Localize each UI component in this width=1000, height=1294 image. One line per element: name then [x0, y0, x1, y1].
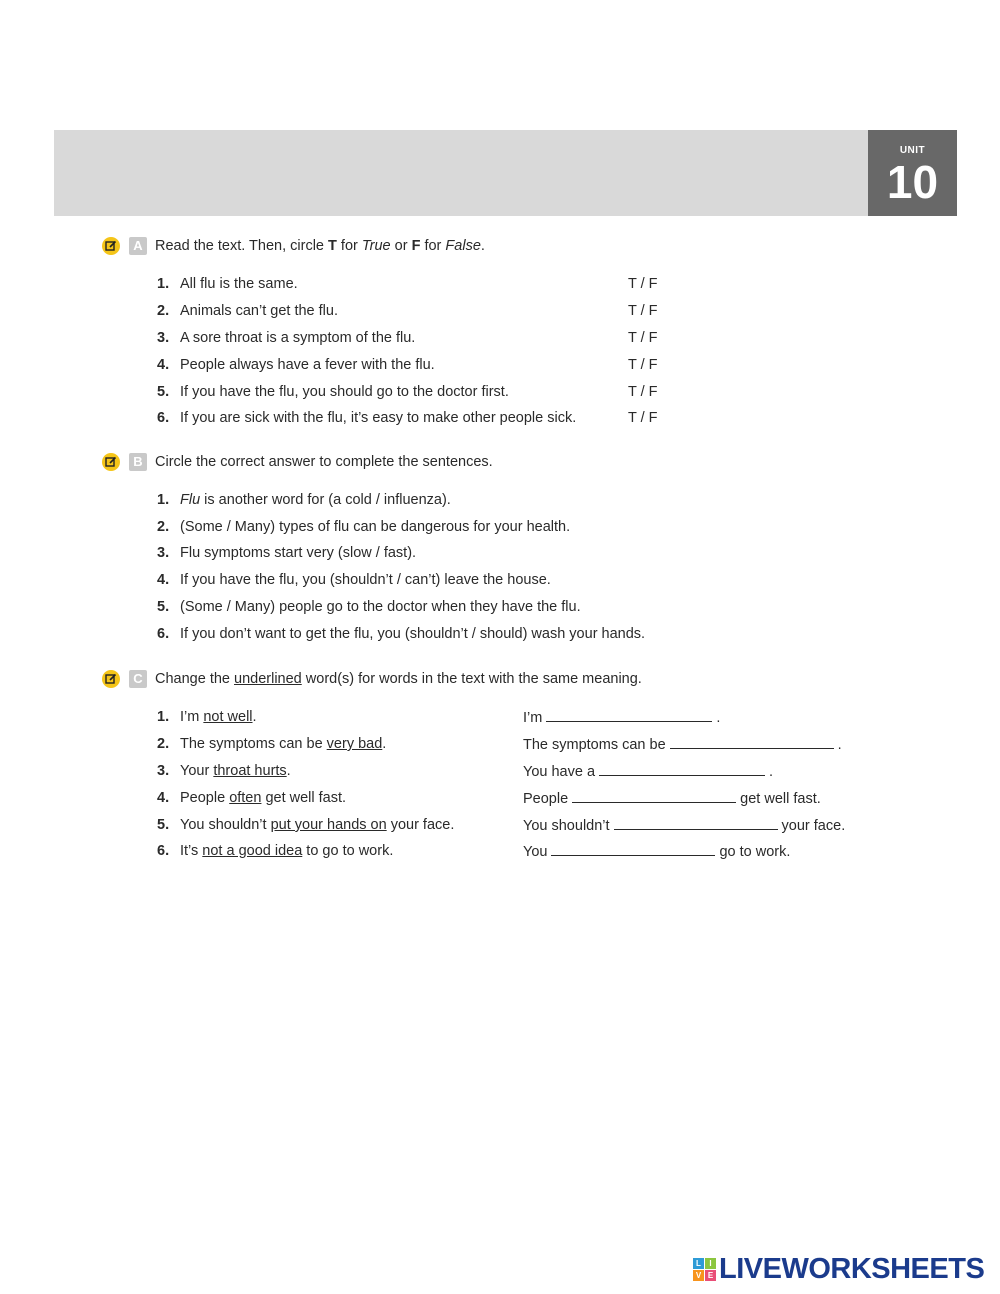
true-false-choice[interactable]: T / F — [628, 410, 658, 426]
section-a-item: 5. If you have the flu, you should go to the doctor first. — [157, 384, 509, 400]
edit-icon — [102, 237, 120, 255]
section-b-item[interactable]: 6. If you don’t want to get the flu, you (shouldn’t / should) wash your hands. — [157, 626, 646, 642]
true-false-choice[interactable]: T / F — [628, 384, 658, 400]
liveworksheets-logo — [693, 1254, 984, 1284]
unit-number: 10 — [886, 156, 939, 208]
rewrite-line: You shouldn’t your face. — [523, 815, 845, 835]
logo-tiles-icon: L I V E — [693, 1258, 716, 1281]
section-a-instruction: Read the text. Then, circle T for True or F for False. — [155, 238, 485, 254]
section-b-item[interactable]: 1. Flu is another word for (a cold / influenza). — [157, 492, 451, 508]
section-a-item: 1. All flu is the same. — [157, 276, 298, 292]
answer-blank[interactable] — [551, 841, 715, 856]
true-false-choice[interactable]: T / F — [628, 357, 658, 373]
unit-banner — [54, 130, 868, 216]
section-c-item: 3. Your throat hurts. — [157, 763, 291, 779]
section-c-heading — [102, 668, 642, 690]
section-letter-badge: A — [129, 237, 147, 255]
true-false-choice[interactable]: T / F — [628, 276, 658, 292]
section-a-heading — [102, 235, 485, 257]
edit-icon — [102, 453, 120, 471]
answer-blank[interactable] — [572, 788, 736, 803]
section-c-item: 4. People often get well fast. — [157, 790, 347, 806]
answer-blank[interactable] — [546, 707, 712, 722]
section-c-item: 6. It’s not a good idea to go to work. — [157, 843, 394, 859]
logo-text: LIVEWORKSHEETS — [719, 1252, 985, 1285]
true-false-choice[interactable]: T / F — [628, 330, 658, 346]
section-b-item[interactable]: 4. If you have the flu, you (shouldn’t / can’t) leave the house. — [157, 572, 551, 588]
section-a-item: 3. A sore throat is a symptom of the flu. — [157, 330, 416, 346]
section-c-item: 2. The symptoms can be very bad. — [157, 736, 387, 752]
rewrite-line: The symptoms can be . — [523, 734, 842, 754]
section-b-item[interactable]: 5. (Some / Many) people go to the doctor when they have the flu. — [157, 599, 581, 615]
section-letter-badge: B — [129, 453, 147, 471]
edit-icon — [102, 670, 120, 688]
section-a-item: 4. People always have a fever with the flu. — [157, 357, 435, 373]
section-c-instruction: Change the underlined word(s) for words in the text with the same meaning. — [155, 671, 642, 687]
true-false-choice[interactable]: T / F — [628, 303, 658, 319]
section-a-item: 2. Animals can’t get the flu. — [157, 303, 338, 319]
section-c-item: 5. You shouldn’t put your hands on your face. — [157, 817, 455, 833]
rewrite-line: You have a . — [523, 761, 773, 781]
section-b-item[interactable]: 2. (Some / Many) types of flu can be dangerous for your health. — [157, 519, 571, 535]
section-c-item: 1. I’m not well. — [157, 709, 257, 725]
rewrite-line: I’m . — [523, 707, 720, 727]
answer-blank[interactable] — [614, 815, 778, 830]
section-b-item[interactable]: 3. Flu symptoms start very (slow / fast). — [157, 545, 417, 561]
section-a-item: 6. If you are sick with the flu, it’s easy to make other people sick. — [157, 410, 577, 426]
answer-blank[interactable] — [670, 734, 834, 749]
rewrite-line: You go to work. — [523, 841, 790, 861]
section-b-heading — [102, 451, 493, 473]
section-b-instruction: Circle the correct answer to complete the sentences. — [155, 454, 493, 470]
unit-label: UNIT — [899, 145, 926, 156]
rewrite-line: People get well fast. — [523, 788, 821, 808]
unit-badge — [868, 130, 957, 216]
answer-blank[interactable] — [599, 761, 765, 776]
section-letter-badge: C — [129, 670, 147, 688]
